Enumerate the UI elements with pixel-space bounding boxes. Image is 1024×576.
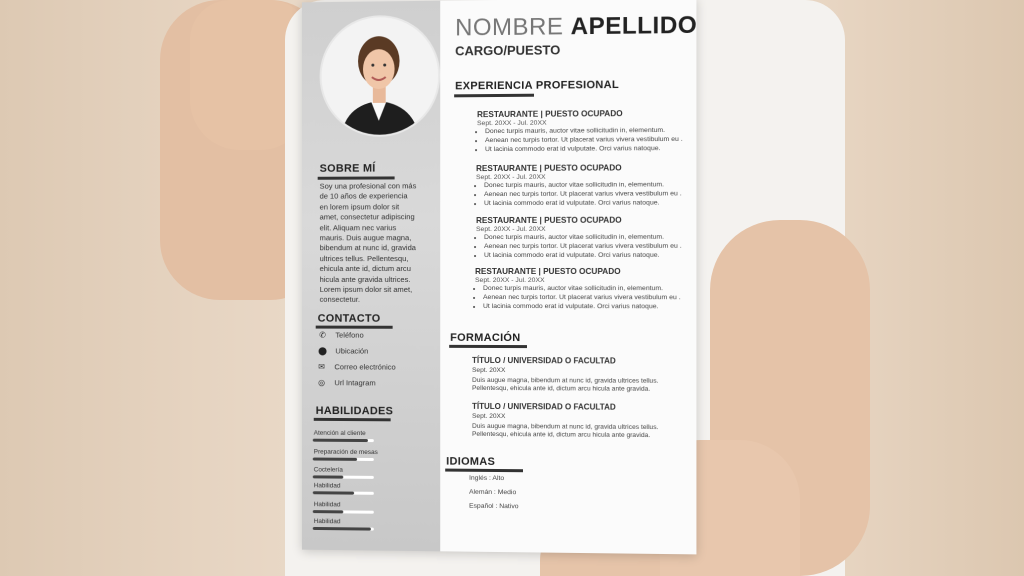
last-name: APELLIDO <box>570 11 698 41</box>
education-underline <box>449 345 527 348</box>
job-dates: Sept. 20XX - Jul. 20XX <box>475 276 545 285</box>
first-name: NOMBRE <box>455 13 564 42</box>
education-title: TÍTULO / UNIVERSIDAD O FACULTAD <box>472 355 616 366</box>
envelope-icon: ✉ <box>318 362 325 372</box>
contact-underline <box>316 326 393 329</box>
about-line: Soy una profesional con más <box>319 181 417 191</box>
education-title: TÍTULO / UNIVERSIDAD O FACULTAD <box>472 401 616 412</box>
contact-email <box>317 362 396 371</box>
job-bullets <box>475 284 681 312</box>
skill-label: Habilidad <box>313 518 341 526</box>
job-bullet: • Donec turpis mauris, auctor vitae sollicitudin in, elementum. <box>484 180 682 190</box>
skill-label: Preparación de mesas <box>313 448 378 457</box>
skill-bar-fill <box>313 510 344 513</box>
instagram-icon: ◎ <box>318 378 326 388</box>
skill-bar-fill <box>313 475 344 478</box>
profile-photo <box>320 15 441 137</box>
experience-underline <box>454 94 534 98</box>
skills-heading: HABILIDADES <box>315 404 394 418</box>
job-bullet: • Aenean nec turpis tortor. Ut placerat varius vivera vestibulum eu . <box>484 190 682 200</box>
phone-icon: ✆ <box>319 330 326 340</box>
about-line: consectetur. <box>319 295 360 305</box>
about-line: hicula ante gravida ultrices. <box>319 274 411 284</box>
job-bullet: • Donec turpis mauris, auctor vitae sollicitudin in, elementum. <box>485 126 683 136</box>
about-line: en lorem ipsum dolor sit <box>319 202 400 212</box>
woman-portrait-icon <box>322 17 439 135</box>
contact-location-label: Ubicación <box>335 346 369 356</box>
job-title: RESTAURANTE | PUESTO OCUPADO <box>477 109 623 120</box>
job-bullet: • Aenean nec turpis tortor. Ut placerat varius vivera vestibulum eu . <box>483 293 681 302</box>
location-pin-icon: ⬤ <box>318 346 327 356</box>
language-item: Alemán : Medio <box>469 488 517 497</box>
about-line: Lorem ipsum dolor sit amet, <box>319 284 413 294</box>
education-date: Sept. 20XX <box>472 412 506 421</box>
job-bullet: • Donec turpis mauris, auctor vitae sollicitudin in, elementum. <box>483 284 681 293</box>
skill-bar <box>313 458 374 461</box>
languages-heading: IDIOMAS <box>446 455 496 468</box>
job-bullets <box>476 233 682 261</box>
skill-bar-fill <box>313 527 371 531</box>
skill-bar <box>313 491 374 495</box>
contact-phone-label: Teléfono <box>335 330 364 340</box>
language-item: Español : Nativo <box>469 502 519 511</box>
skills-underline <box>314 418 391 421</box>
skill-label: Coctelería <box>313 466 343 474</box>
job-dates: Sept. 20XX - Jul. 20XX <box>477 119 547 128</box>
skill-bar <box>313 439 374 442</box>
job-title: RESTAURANTE | PUESTO OCUPADO <box>476 163 622 174</box>
contact-email-label: Correo electrónico <box>334 362 396 372</box>
job-dates: Sept. 20XX - Jul. 20XX <box>476 225 546 234</box>
education-description <box>472 377 658 395</box>
job-bullets <box>476 180 682 208</box>
job-bullet: • Ut lacinia commodo erat id vulputate. Orci varius natoque. <box>485 144 683 154</box>
job-bullet: • Aenean nec turpis tortor. Ut placerat varius vivera vestibulum eu . <box>485 135 683 145</box>
skill-bar-fill <box>313 439 368 442</box>
about-underline <box>318 176 395 179</box>
education-description <box>472 423 658 441</box>
contact-phone <box>318 331 364 340</box>
language-item: Inglés : Alto <box>469 474 505 483</box>
education-line: Pellentesqu, ehicula ante id, dictum arcu hicula ante gravida. <box>472 385 651 394</box>
job-bullet: • Ut lacinia commodo erat id vulputate. Orci varius natoque. <box>484 251 682 260</box>
job-dates: Sept. 20XX - Jul. 20XX <box>476 173 546 182</box>
contact-instagram-label: Url Intagram <box>334 378 376 388</box>
education-date: Sept. 20XX <box>472 366 506 375</box>
about-line: bibendum at nunc id, gravida <box>319 243 416 253</box>
resume-sheet <box>302 0 696 554</box>
education-line: Duis augue magna, bibendum at nunc id, gravida ultrices tellus. <box>472 422 659 432</box>
job-title: RESTAURANTE | PUESTO OCUPADO <box>476 215 622 226</box>
position-title: CARGO/PUESTO <box>455 42 561 59</box>
job-bullet: • Ut lacinia commodo erat id vulputate. Orci varius natoque. <box>484 199 682 209</box>
education-heading: FORMACIÓN <box>450 331 521 345</box>
experience-heading: EXPERIENCIA PROFESIONAL <box>455 78 620 93</box>
contact-heading: CONTACTO <box>317 312 381 325</box>
about-line: elit. Aliquam nec varius <box>319 222 397 232</box>
skill-label: Habilidad <box>313 501 341 509</box>
languages-underline <box>445 469 523 473</box>
about-line: ultrices tellus. Pellentesqu, <box>319 253 409 263</box>
skill-bar <box>313 510 374 514</box>
about-line: ehicula ante id, dictum arcu <box>319 264 411 274</box>
job-bullets <box>477 126 683 155</box>
job-title: RESTAURANTE | PUESTO OCUPADO <box>475 266 621 276</box>
education-line: Duis augue magna, bibendum at nunc id, gravida ultrices tellus. <box>472 376 659 385</box>
about-line: de 10 años de experiencia <box>319 191 408 201</box>
job-bullet: • Ut lacinia commodo erat id vulputate. Orci varius natoque. <box>483 302 681 312</box>
skill-bar <box>313 475 374 479</box>
contact-instagram <box>317 378 376 387</box>
about-line: mauris. Duis augue magna, <box>319 233 412 243</box>
skill-label: Habilidad <box>313 482 341 490</box>
contact-location <box>318 346 369 355</box>
skill-bar-fill <box>313 458 357 461</box>
about-heading: SOBRE MÍ <box>319 162 376 175</box>
job-bullet: • Aenean nec turpis tortor. Ut placerat varius vivera vestibulum eu . <box>484 242 682 251</box>
education-line: Pellentesqu, ehicula ante id, dictum arcu hicula ante gravida. <box>472 431 651 440</box>
job-bullet: • Donec turpis mauris, auctor vitae sollicitudin in, elementum. <box>484 233 682 243</box>
about-text <box>320 181 439 306</box>
skill-bar-fill <box>313 491 354 494</box>
skill-label: Atención al cliente <box>313 429 366 438</box>
about-line: amet, consectetur adipiscing <box>319 212 415 222</box>
full-name <box>455 12 697 43</box>
